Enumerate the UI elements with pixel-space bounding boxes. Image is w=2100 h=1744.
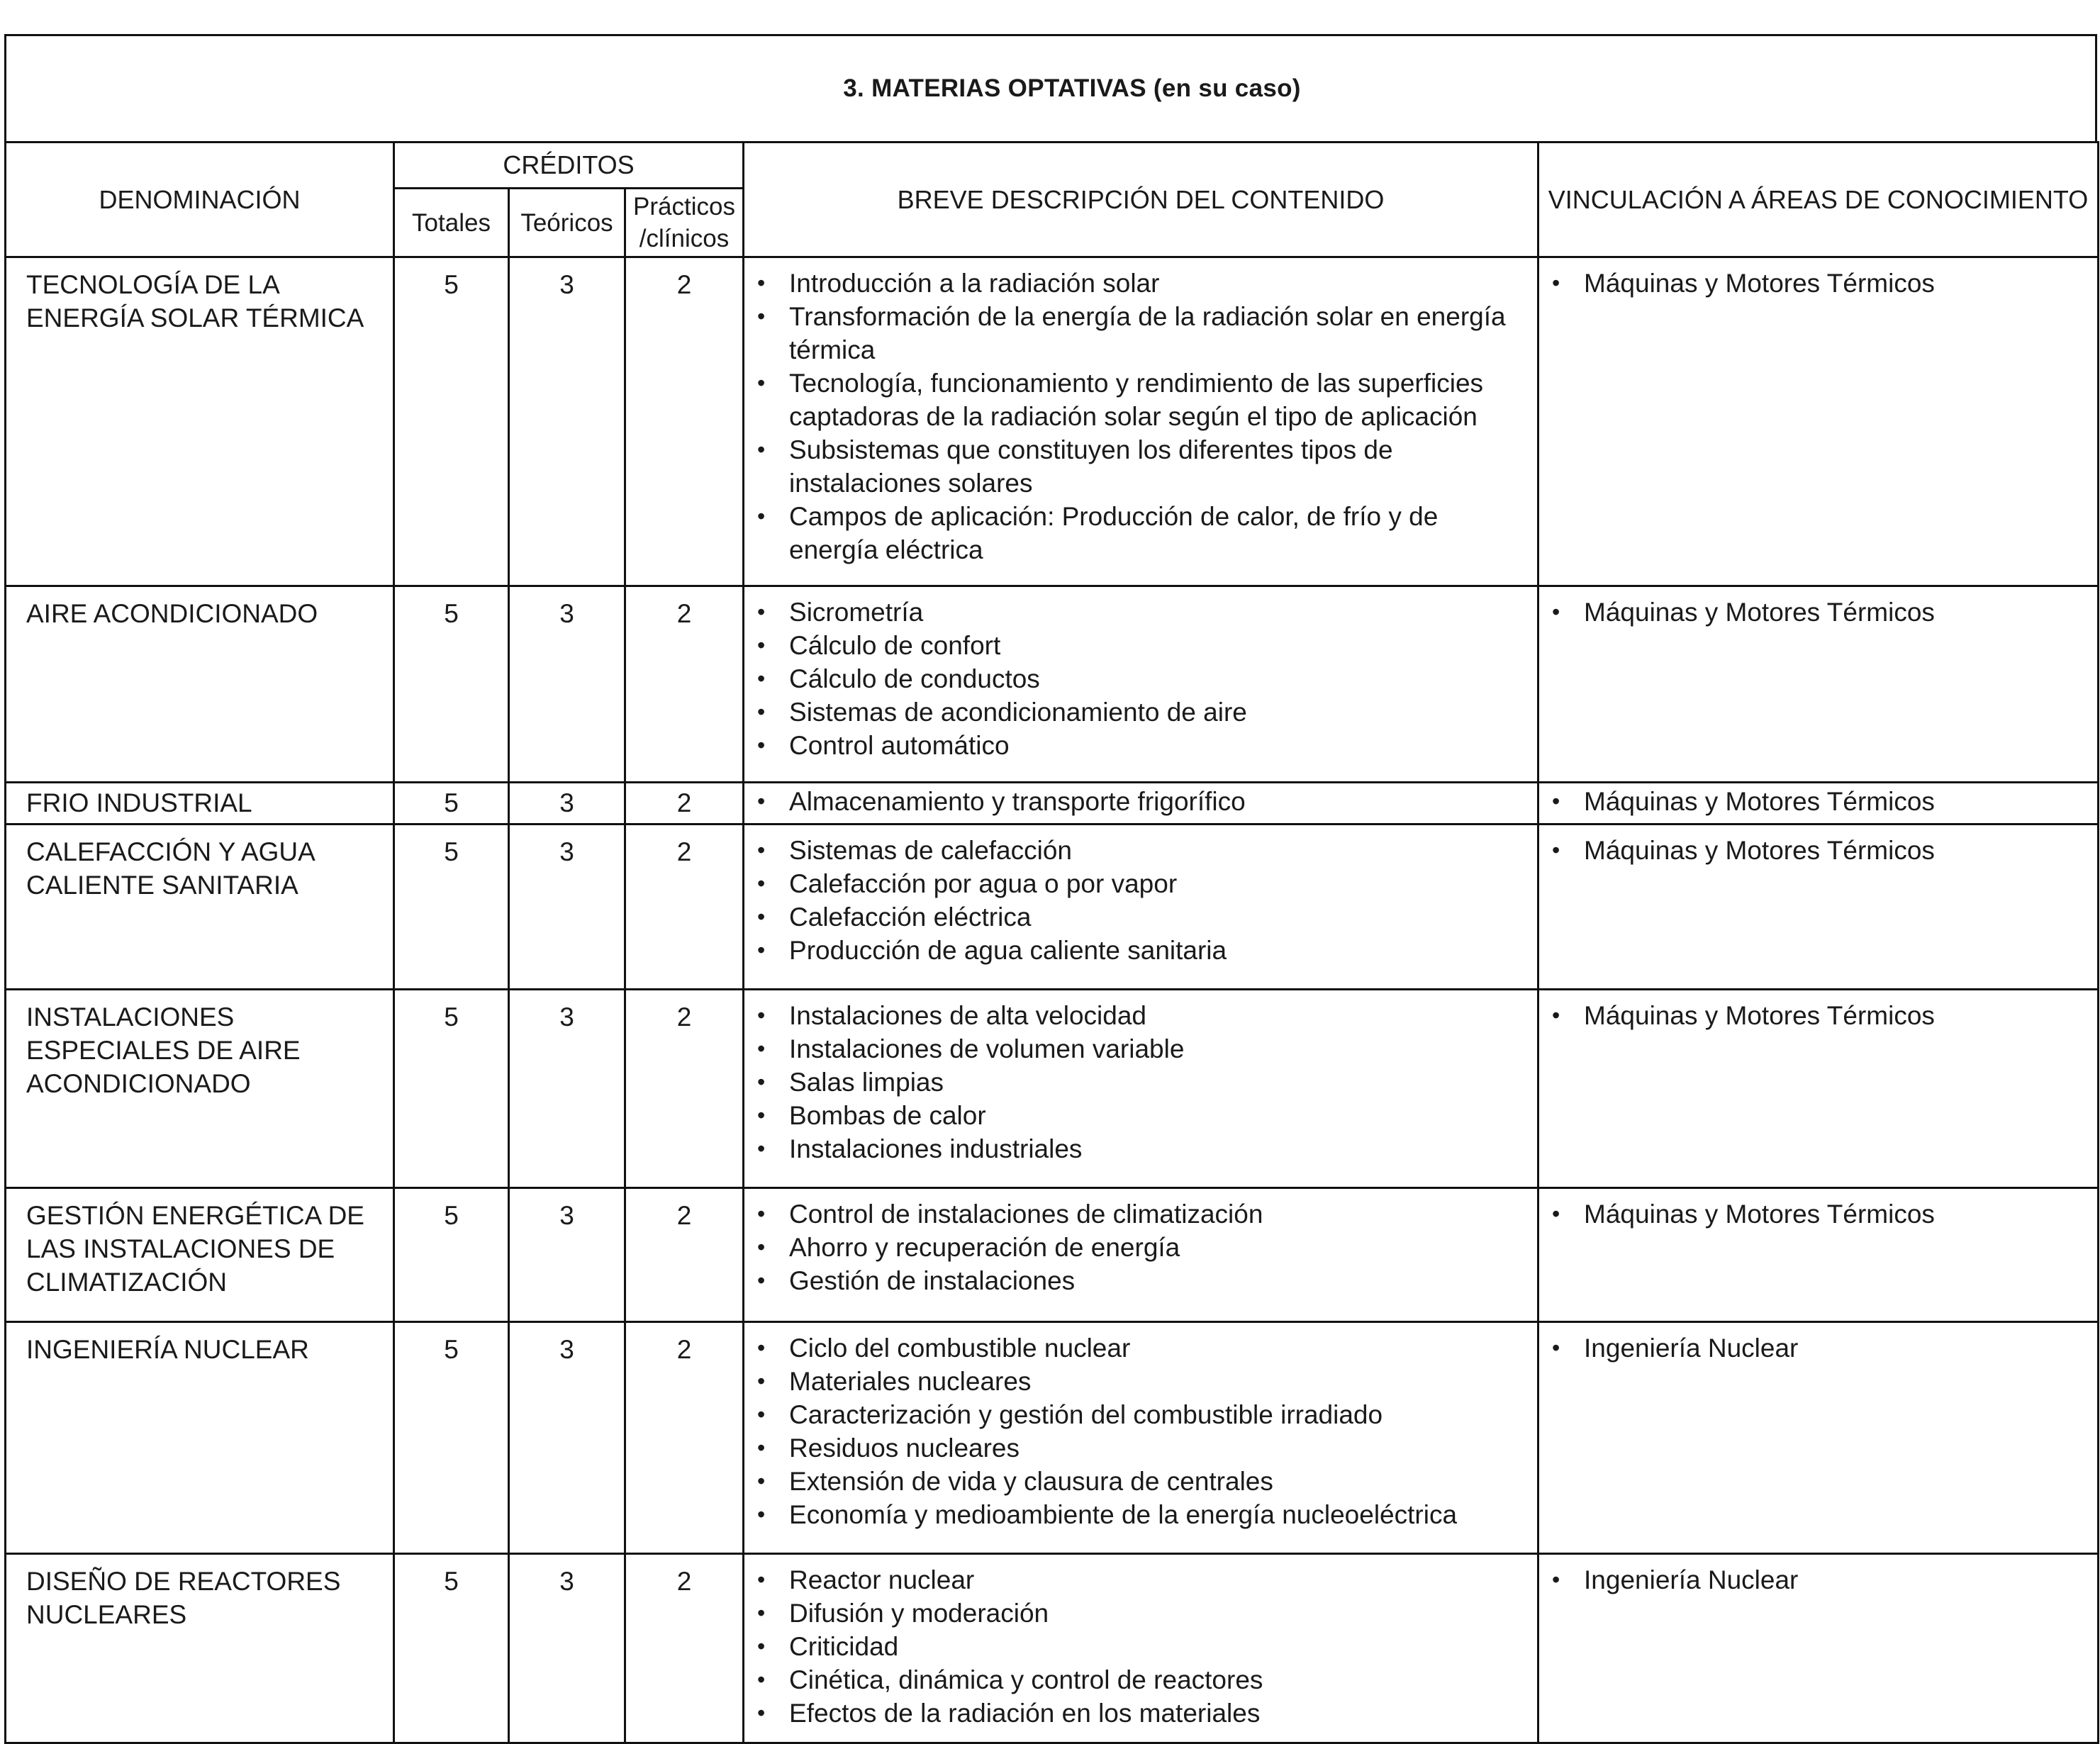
- list-item: • Residuos nucleares: [750, 1431, 1531, 1465]
- credits-total: 5: [394, 1188, 509, 1322]
- list-item: • Salas limpias: [750, 1066, 1531, 1099]
- subject-name: TECNOLOGÍA DE LA ENERGÍA SOLAR TÉRMICA: [6, 257, 394, 586]
- content-description: [744, 1188, 1538, 1322]
- knowledge-area: [1538, 783, 2099, 825]
- header-teoricos: Teóricos: [509, 189, 625, 257]
- list-item: • Ingeniería Nuclear: [1545, 1563, 2091, 1597]
- list-item: • Máquinas y Motores Térmicos: [1545, 1197, 2091, 1231]
- list-item: • Control automático: [750, 729, 1531, 762]
- list-item: • Gestión de instalaciones: [750, 1264, 1531, 1297]
- list-item: • Reactor nuclear: [750, 1563, 1531, 1597]
- credits-practice: 2: [625, 825, 744, 990]
- table-row: [6, 1554, 2099, 1743]
- table-row: [6, 1188, 2099, 1322]
- content-description: [744, 990, 1538, 1188]
- list-item: • Instalaciones industriales: [750, 1132, 1531, 1166]
- optional-subjects-table: [4, 141, 2099, 1744]
- knowledge-area: [1538, 990, 2099, 1188]
- list-item: • Ciclo del combustible nuclear: [750, 1331, 1531, 1365]
- list-item: • Instalaciones de volumen variable: [750, 1032, 1531, 1066]
- credits-total: 5: [394, 586, 509, 783]
- header-descripcion: BREVE DESCRIPCIÓN DEL CONTENIDO: [744, 142, 1538, 257]
- list-item: • Materiales nucleares: [750, 1365, 1531, 1398]
- table-row: [6, 586, 2099, 783]
- content-description: [744, 825, 1538, 990]
- list-item: • Transformación de la energía de la radiación solar en energía térmica: [750, 300, 1531, 367]
- list-item: • Calefacción eléctrica: [750, 900, 1531, 934]
- credits-theory: 3: [509, 586, 625, 783]
- table-row: [6, 783, 2099, 825]
- credits-total: 5: [394, 990, 509, 1188]
- list-item: • Máquinas y Motores Térmicos: [1545, 785, 2091, 818]
- list-item: • Campos de aplicación: Producción de calor, de frío y de energía eléctrica: [750, 500, 1531, 566]
- list-item: • Máquinas y Motores Térmicos: [1545, 834, 2091, 867]
- content-description: [744, 257, 1538, 586]
- credits-practice: 2: [625, 1188, 744, 1322]
- content-description: [744, 1554, 1538, 1743]
- credits-practice: 2: [625, 1554, 744, 1743]
- section-title-box: [4, 34, 2097, 141]
- list-item: • Almacenamiento y transporte frigorífico: [750, 785, 1531, 818]
- table-row: [6, 825, 2099, 990]
- credits-practice: 2: [625, 586, 744, 783]
- knowledge-area: [1538, 1188, 2099, 1322]
- list-item: • Cinética, dinámica y control de reactores: [750, 1663, 1531, 1697]
- credits-theory: 3: [509, 257, 625, 586]
- knowledge-area: [1538, 825, 2099, 990]
- content-description: [744, 1322, 1538, 1554]
- credits-theory: 3: [509, 825, 625, 990]
- subject-name: INGENIERÍA NUCLEAR: [6, 1322, 394, 1554]
- list-item: • Sicrometría: [750, 596, 1531, 629]
- list-item: • Calefacción por agua o por vapor: [750, 867, 1531, 900]
- list-item: • Tecnología, funcionamiento y rendimiento de las superficies captadoras de la radiación solar según el tipo de aplicación: [750, 367, 1531, 433]
- header-creditos: CRÉDITOS: [394, 142, 744, 189]
- list-item: • Ahorro y recuperación de energía: [750, 1231, 1531, 1264]
- credits-theory: 3: [509, 783, 625, 825]
- header-totales: Totales: [394, 189, 509, 257]
- credits-total: 5: [394, 825, 509, 990]
- list-item: • Caracterización y gestión del combustible irradiado: [750, 1398, 1531, 1431]
- list-item: • Máquinas y Motores Térmicos: [1545, 596, 2091, 629]
- subject-name: DISEÑO DE REACTORES NUCLEARES: [6, 1554, 394, 1743]
- credits-practice: 2: [625, 1322, 744, 1554]
- credits-total: 5: [394, 1322, 509, 1554]
- list-item: • Control de instalaciones de climatización: [750, 1197, 1531, 1231]
- list-item: • Bombas de calor: [750, 1099, 1531, 1132]
- credits-total: 5: [394, 1554, 509, 1743]
- knowledge-area: [1538, 1322, 2099, 1554]
- header-practicos: Prácticos /clínicos: [625, 189, 744, 257]
- list-item: • Cálculo de conductos: [750, 662, 1531, 695]
- list-item: • Sistemas de acondicionamiento de aire: [750, 695, 1531, 729]
- subject-name: AIRE ACONDICIONADO: [6, 586, 394, 783]
- table-row: [6, 990, 2099, 1188]
- list-item: • Economía y medioambiente de la energía nucleoeléctrica: [750, 1498, 1531, 1531]
- list-item: • Sistemas de calefacción: [750, 834, 1531, 867]
- list-item: • Cálculo de confort: [750, 629, 1531, 662]
- list-item: • Ingeniería Nuclear: [1545, 1331, 2091, 1365]
- list-item: • Criticidad: [750, 1630, 1531, 1663]
- credits-practice: 2: [625, 990, 744, 1188]
- credits-total: 5: [394, 783, 509, 825]
- list-item: • Máquinas y Motores Térmicos: [1545, 999, 2091, 1032]
- header-denominacion: DENOMINACIÓN: [6, 142, 394, 257]
- section-title: 3. MATERIAS OPTATIVAS (en su caso): [843, 74, 1301, 102]
- subject-name: GESTIÓN ENERGÉTICA DE LAS INSTALACIONES DE CLIMATIZACIÓN: [6, 1188, 394, 1322]
- document-page: [4, 34, 2097, 1744]
- list-item: • Subsistemas que constituyen los diferentes tipos de instalaciones solares: [750, 433, 1531, 500]
- list-item: • Extensión de vida y clausura de centrales: [750, 1465, 1531, 1498]
- list-item: • Introducción a la radiación solar: [750, 267, 1531, 300]
- credits-practice: 2: [625, 257, 744, 586]
- content-description: [744, 783, 1538, 825]
- subject-name: CALEFACCIÓN Y AGUA CALIENTE SANITARIA: [6, 825, 394, 990]
- credits-theory: 3: [509, 1188, 625, 1322]
- knowledge-area: [1538, 586, 2099, 783]
- header-vinculacion: VINCULACIÓN A ÁREAS DE CONOCIMIENTO: [1538, 142, 2099, 257]
- subject-name: INSTALACIONES ESPECIALES DE AIRE ACONDICIONADO: [6, 990, 394, 1188]
- subject-name: FRIO INDUSTRIAL: [6, 783, 394, 825]
- credits-theory: 3: [509, 1322, 625, 1554]
- knowledge-area: [1538, 257, 2099, 586]
- list-item: • Efectos de la radiación en los materiales: [750, 1697, 1531, 1730]
- list-item: • Instalaciones de alta velocidad: [750, 999, 1531, 1032]
- table-row: [6, 1322, 2099, 1554]
- content-description: [744, 586, 1538, 783]
- list-item: • Producción de agua caliente sanitaria: [750, 934, 1531, 967]
- list-item: • Difusión y moderación: [750, 1597, 1531, 1630]
- knowledge-area: [1538, 1554, 2099, 1743]
- credits-theory: 3: [509, 990, 625, 1188]
- list-item: • Máquinas y Motores Térmicos: [1545, 267, 2091, 300]
- credits-total: 5: [394, 257, 509, 586]
- credits-practice: 2: [625, 783, 744, 825]
- table-row: [6, 257, 2099, 586]
- credits-theory: 3: [509, 1554, 625, 1743]
